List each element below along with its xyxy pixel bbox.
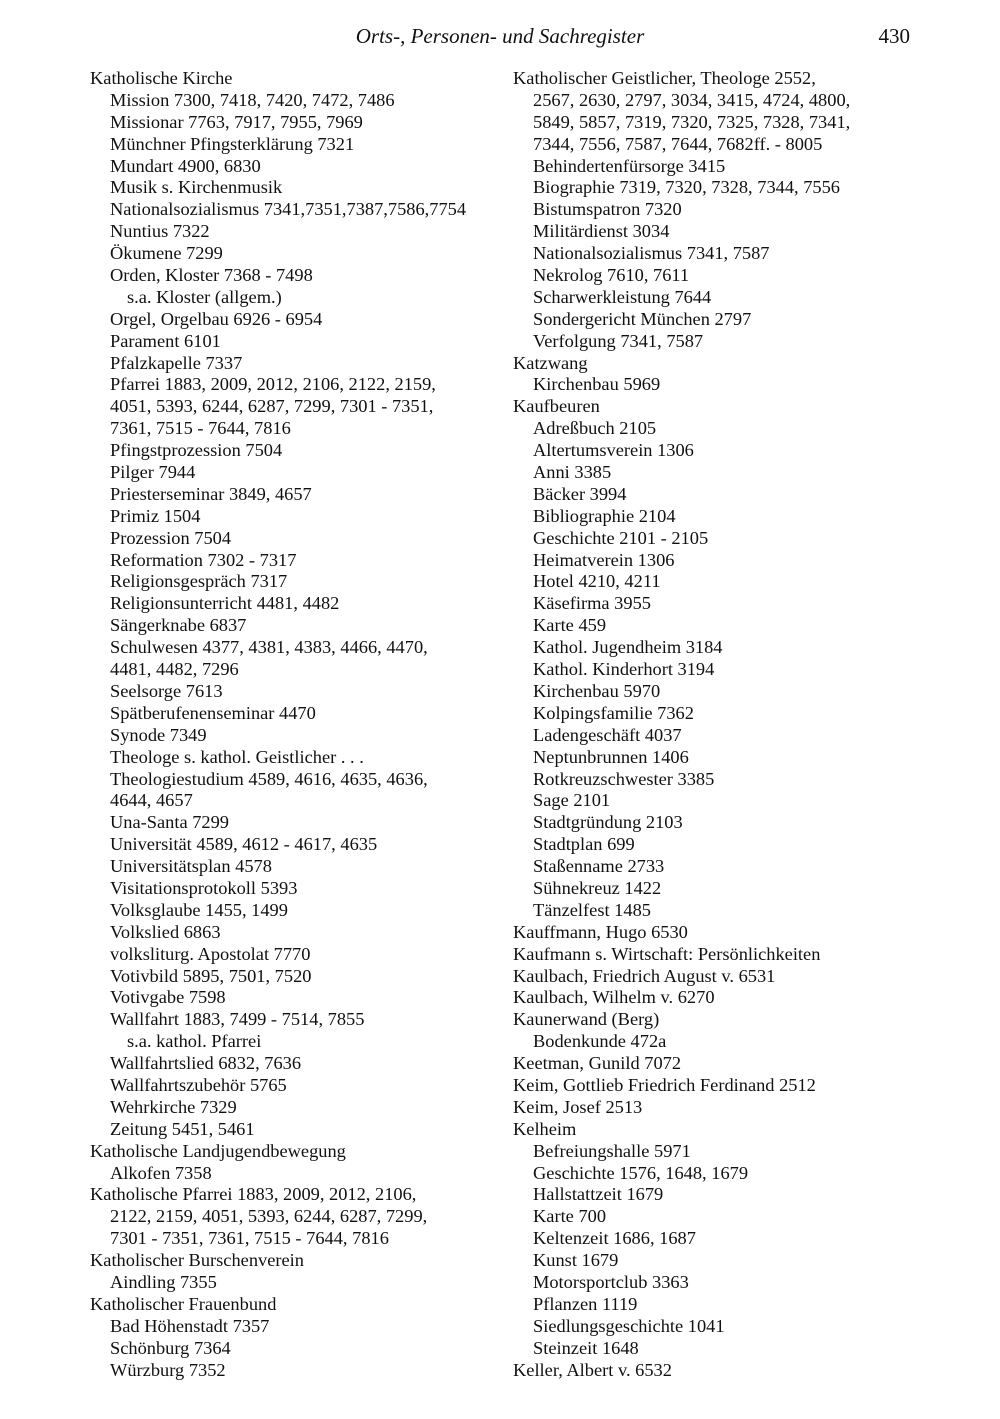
index-subentry: Sage 2101	[533, 790, 611, 811]
index-subentry: Bistumspatron 7320	[533, 199, 682, 220]
index-subentry: Sängerknabe 6837	[110, 615, 247, 636]
index-subentry: Orden, Kloster 7368 - 7498	[110, 265, 313, 286]
index-subentry: Volksglaube 1455, 1499	[110, 899, 288, 920]
index-subentry: Biographie 7319, 7320, 7328, 7344, 7556	[533, 177, 841, 198]
index-column-right	[513, 68, 913, 1381]
index-subentry: Keltenzeit 1686, 1687	[533, 1228, 696, 1249]
page-number: 430	[878, 24, 910, 48]
index-entry: Katholischer Burschenverein	[90, 1250, 304, 1271]
index-subentry: 7344, 7556, 7587, 7644, 7682ff. - 8005	[533, 133, 823, 154]
index-entry: Kelheim	[513, 1118, 577, 1139]
index-subentry: Kathol. Kinderhort 3194	[533, 659, 715, 680]
index-subentry: Mundart 4900, 6830	[110, 155, 261, 176]
index-cross-reference: s.a. kathol. Pfarrei	[127, 1031, 262, 1052]
index-subentry: Verfolgung 7341, 7587	[533, 330, 704, 351]
index-subentry: 4481, 4482, 7296	[110, 659, 239, 680]
index-subentry: Zeitung 5451, 5461	[110, 1118, 255, 1139]
running-header-title: Orts-, Personen- und Sachregister	[355, 24, 645, 48]
index-subentry: Prozession 7504	[110, 527, 232, 548]
index-subentry: 4051, 5393, 6244, 6287, 7299, 7301 - 7351,	[110, 396, 434, 417]
index-subentry: Theologe s. kathol. Geistlicher . . .	[110, 746, 364, 767]
index-entry: Katholischer Frauenbund	[90, 1293, 277, 1314]
index-subentry: Kirchenbau 5970	[533, 680, 661, 701]
index-subentry: Visitationsprotokoll 5393	[110, 877, 298, 898]
index-subentry: Reformation 7302 - 7317	[110, 549, 297, 570]
index-subentry: Scharwerkleistung 7644	[533, 286, 712, 307]
index-subentry: 5849, 5857, 7319, 7320, 7325, 7328, 7341,	[533, 111, 851, 132]
index-subentry: Würzburg 7352	[110, 1359, 226, 1380]
index-subentry: Kolpingsfamilie 7362	[533, 702, 694, 723]
index-subentry: Wallfahrtszubehör 5765	[110, 1074, 287, 1095]
index-subentry: Schönburg 7364	[110, 1337, 231, 1358]
index-subentry: Adreßbuch 2105	[533, 418, 657, 439]
index-subentry: Siedlungsgeschichte 1041	[533, 1315, 725, 1336]
index-subentry: Geschichte 2101 - 2105	[533, 527, 709, 548]
index-subentry: Heimatverein 1306	[533, 549, 675, 570]
index-subentry: Theologiestudium 4589, 4616, 4635, 4636,	[110, 768, 428, 789]
index-subentry: Una-Santa 7299	[110, 812, 230, 833]
index-subentry: Geschichte 1576, 1648, 1679	[533, 1162, 749, 1183]
index-subentry: Hallstattzeit 1679	[533, 1184, 664, 1205]
index-subentry: Rotkreuzschwester 3385	[533, 768, 715, 789]
index-subentry: 4644, 4657	[110, 790, 193, 811]
index-subentry: Primiz 1504	[110, 505, 201, 526]
index-subentry: Bad Höhenstadt 7357	[110, 1315, 270, 1336]
index-subentry: Tänzelfest 1485	[533, 899, 651, 920]
index-subentry: Seelsorge 7613	[110, 680, 223, 701]
index-subentry: Bäcker 3994	[533, 483, 627, 504]
index-entry: Keller, Albert v. 6532	[513, 1359, 672, 1380]
index-subentry: Nekrolog 7610, 7611	[533, 265, 690, 286]
index-subentry: Synode 7349	[110, 724, 207, 745]
page-header	[0, 24, 1000, 54]
index-subentry: Altertumsverein 1306	[533, 440, 694, 461]
index-subentry: Ökumene 7299	[110, 243, 223, 264]
index-subentry: 2567, 2630, 2797, 3034, 3415, 4724, 4800,	[533, 89, 851, 110]
index-subentry: Ladengeschäft 4037	[533, 724, 682, 745]
index-subentry: Pfalzkapelle 7337	[110, 352, 243, 373]
index-subentry: Musik s. Kirchenmusik	[110, 177, 283, 198]
index-cross-reference: s.a. Kloster (allgem.)	[127, 286, 282, 307]
index-entry: Katholische Landjugendbewegung	[90, 1140, 346, 1161]
index-subentry: Stadtgründung 2103	[533, 812, 683, 833]
index-entry: Katholische Pfarrei 1883, 2009, 2012, 2106,	[90, 1184, 417, 1205]
index-subentry: Karte 459	[533, 615, 607, 636]
index-subentry: Volkslied 6863	[110, 921, 221, 942]
index-entry: Katzwang	[513, 352, 588, 373]
index-subentry: Priesterseminar 3849, 4657	[110, 483, 312, 504]
index-subentry: Sühnekreuz 1422	[533, 877, 662, 898]
index-entry: Kauffmann, Hugo 6530	[513, 921, 688, 942]
index-subentry: Kathol. Jugendheim 3184	[533, 637, 723, 658]
index-subentry: Religionsunterricht 4481, 4482	[110, 593, 340, 614]
index-subentry: Karte 700	[533, 1206, 607, 1227]
index-subentry: Münchner Pfingsterklärung 7321	[110, 133, 355, 154]
index-subentry: Militärdienst 3034	[533, 221, 670, 242]
index-subentry: 7301 - 7351, 7361, 7515 - 7644, 7816	[110, 1228, 389, 1249]
index-entry: Kaufbeuren	[513, 396, 600, 417]
index-subentry: Orgel, Orgelbau 6926 - 6954	[110, 308, 323, 329]
index-entry: Kaunerwand (Berg)	[513, 1009, 660, 1030]
index-subentry: Mission 7300, 7418, 7420, 7472, 7486	[110, 89, 395, 110]
index-subentry: Universität 4589, 4612 - 4617, 4635	[110, 834, 378, 855]
index-subentry: Pfingstprozession 7504	[110, 440, 283, 461]
index-entry: Kaulbach, Wilhelm v. 6270	[513, 987, 715, 1008]
index-subentry: Staßenname 2733	[533, 856, 665, 877]
index-subentry: Spätberufenenseminar 4470	[110, 702, 316, 723]
index-subentry: Pflanzen 1119	[533, 1293, 638, 1314]
index-subentry: Wehrkirche 7329	[110, 1096, 237, 1117]
index-subentry: Kirchenbau 5969	[533, 374, 661, 395]
index-subentry: 7361, 7515 - 7644, 7816	[110, 418, 291, 439]
index-subentry: Wallfahrt 1883, 7499 - 7514, 7855	[110, 1009, 365, 1030]
index-subentry: Aindling 7355	[110, 1271, 217, 1292]
index-subentry: Religionsgespräch 7317	[110, 571, 288, 592]
index-subentry: Nationalsozialismus 7341, 7587	[533, 243, 770, 264]
index-entry: Kaufmann s. Wirtschaft: Persönlichkeiten	[513, 943, 821, 964]
index-subentry: Steinzeit 1648	[533, 1337, 639, 1358]
index-subentry: Pfarrei 1883, 2009, 2012, 2106, 2122, 2159,	[110, 374, 436, 395]
index-entry: Kaulbach, Friedrich August v. 6531	[513, 965, 776, 986]
index-subentry: Alkofen 7358	[110, 1162, 212, 1183]
index-subentry: Anni 3385	[533, 462, 612, 483]
index-entry: Keim, Gottlieb Friedrich Ferdinand 2512	[513, 1074, 816, 1095]
index-subentry: Neptunbrunnen 1406	[533, 746, 689, 767]
index-subentry: Pilger 7944	[110, 462, 196, 483]
index-subentry: Behindertenfürsorge 3415	[533, 155, 726, 176]
index-subentry: Hotel 4210, 4211	[533, 571, 661, 592]
index-subentry: Käsefirma 3955	[533, 593, 651, 614]
index-subentry: Nationalsozialismus 7341,7351,7387,7586,7754	[110, 199, 467, 220]
index-subentry: Befreiungshalle 5971	[533, 1140, 691, 1161]
index-subentry: Sondergericht München 2797	[533, 308, 752, 329]
index-subentry: Bodenkunde 472a	[533, 1031, 667, 1052]
index-subentry: Universitätsplan 4578	[110, 856, 272, 877]
index-subentry: Parament 6101	[110, 330, 221, 351]
index-subentry: Bibliographie 2104	[533, 505, 676, 526]
index-entry: Keetman, Gunild 7072	[513, 1053, 682, 1074]
index-entry: Katholische Kirche	[90, 68, 233, 88]
index-subentry: Kunst 1679	[533, 1250, 619, 1271]
index-subentry: Motorsportclub 3363	[533, 1271, 689, 1292]
index-column-left	[90, 68, 490, 1381]
index-entry: Katholischer Geistlicher, Theologe 2552,	[513, 68, 816, 88]
index-subentry: Missionar 7763, 7917, 7955, 7969	[110, 111, 363, 132]
index-subentry: 2122, 2159, 4051, 5393, 6244, 6287, 7299,	[110, 1206, 428, 1227]
index-subentry: Votivgabe 7598	[110, 987, 226, 1008]
index-subentry: Votivbild 5895, 7501, 7520	[110, 965, 312, 986]
index-subentry: Stadtplan 699	[533, 834, 635, 855]
index-subentry: Nuntius 7322	[110, 221, 210, 242]
index-subentry: Schulwesen 4377, 4381, 4383, 4466, 4470,	[110, 637, 428, 658]
index-subentry: volksliturg. Apostolat 7770	[110, 943, 311, 964]
index-subentry: Wallfahrtslied 6832, 7636	[110, 1053, 302, 1074]
index-entry: Keim, Josef 2513	[513, 1096, 643, 1117]
